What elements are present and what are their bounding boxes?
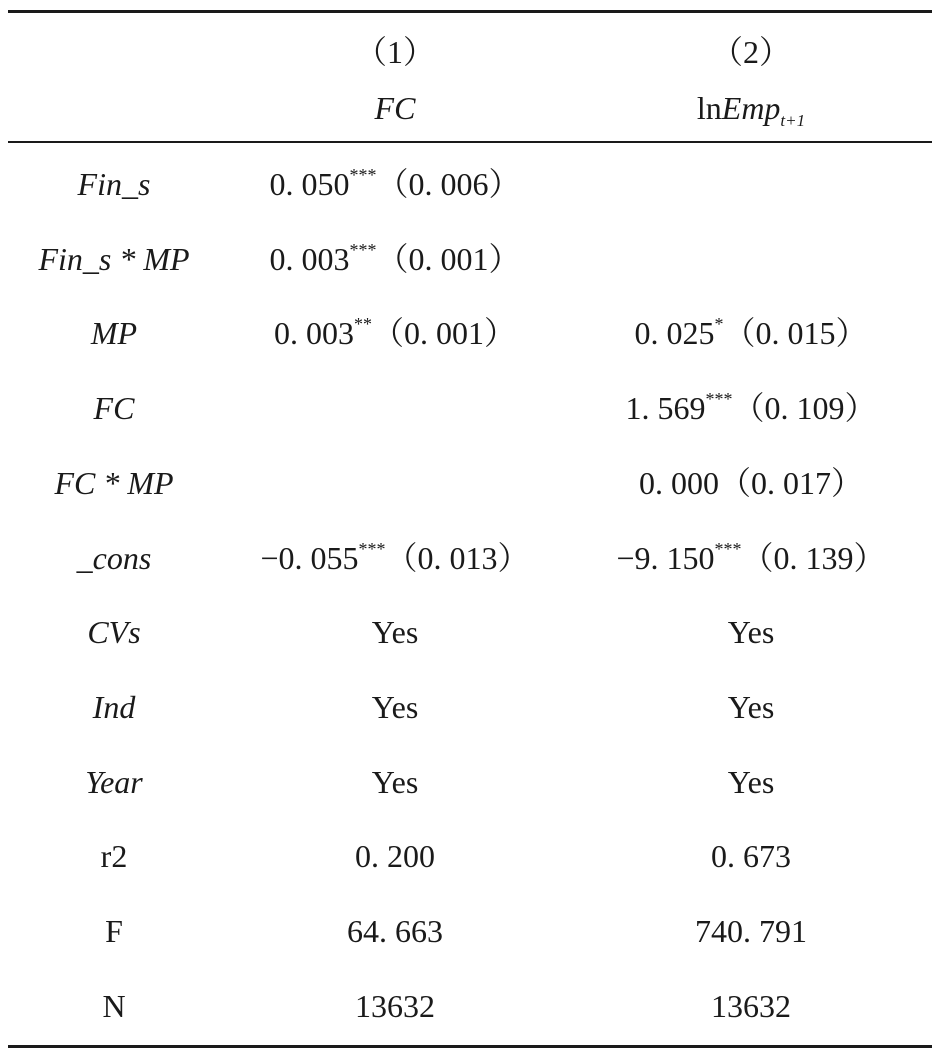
coefficient: Yes: [727, 614, 775, 650]
standard-error: （0. 001）: [371, 315, 516, 351]
coefficient: 0. 200: [355, 838, 435, 874]
row-label: r2: [100, 838, 128, 874]
table-top-rule: [8, 10, 932, 13]
significance-stars: **: [353, 314, 372, 334]
coefficient: 0. 003: [273, 315, 354, 351]
col2-var-prefix: ln: [696, 90, 722, 126]
row-label: CVs: [87, 614, 141, 650]
significance-stars: ***: [349, 240, 377, 260]
col1-value-cell: [220, 911, 570, 951]
significance-stars: *: [714, 314, 724, 334]
row-label: Year: [85, 764, 143, 800]
coefficient: 13632: [355, 988, 435, 1024]
col1-value-cell: [220, 313, 570, 353]
col2-value-cell: [570, 463, 932, 503]
coefficient: 0. 025: [634, 315, 715, 351]
row-label: FC: [93, 390, 135, 426]
coefficient: −0. 055: [260, 540, 359, 576]
col1-value-cell: [220, 538, 570, 578]
col2-value-cell: [570, 836, 932, 876]
standard-error: （0. 109）: [732, 390, 877, 426]
standard-error: （0. 017）: [718, 465, 863, 501]
row-label: _cons: [76, 540, 152, 576]
significance-stars: ***: [705, 389, 733, 409]
col2-value-cell: [570, 762, 932, 802]
row-label: F: [105, 913, 123, 949]
standard-error: （0. 013）: [385, 540, 530, 576]
standard-error: （0. 006）: [376, 166, 521, 202]
col2-value-cell: [570, 388, 932, 428]
coefficient: Yes: [371, 614, 419, 650]
coefficient: 740. 791: [695, 913, 807, 949]
coefficient: Yes: [371, 689, 419, 725]
col2-variable-header: [570, 88, 932, 128]
col1-value-cell: [220, 762, 570, 802]
col1-value-cell: [220, 164, 570, 204]
significance-stars: ***: [714, 539, 742, 559]
col1-value-cell: [220, 836, 570, 876]
row-label: Ind: [92, 689, 136, 725]
row-label: Fin_s: [77, 166, 151, 202]
col2-value-cell: [570, 911, 932, 951]
coefficient: −9. 150: [616, 540, 715, 576]
standard-error: （0. 015）: [723, 315, 868, 351]
significance-stars: ***: [358, 539, 386, 559]
row-label: Fin_s * MP: [38, 241, 190, 277]
col2-value-cell: [570, 538, 932, 578]
standard-error: （0. 139）: [741, 540, 886, 576]
coefficient: Yes: [371, 764, 419, 800]
standard-error: （0. 001）: [376, 241, 521, 277]
col1-value-cell: [220, 612, 570, 652]
coefficient: 0. 003: [269, 241, 350, 277]
col2-value-cell: [570, 687, 932, 727]
coefficient: 0. 673: [711, 838, 791, 874]
col1-variable-header: FC: [374, 90, 416, 126]
coefficient: Yes: [727, 689, 775, 725]
coefficient: 64. 663: [347, 913, 443, 949]
col2-number-header: （2）: [710, 34, 791, 70]
coefficient: Yes: [727, 764, 775, 800]
col2-value-cell: [570, 612, 932, 652]
col2-value-cell: [570, 313, 932, 353]
col1-value-cell: [220, 986, 570, 1026]
coefficient: 0. 050: [269, 166, 350, 202]
col2-value-cell: [570, 986, 932, 1026]
row-label: FC * MP: [54, 465, 174, 501]
col2-var-subscript: t+1: [780, 111, 806, 130]
col2-var-main: Emp: [721, 90, 781, 126]
col1-number-header: （1）: [354, 34, 435, 70]
significance-stars: ***: [349, 165, 377, 185]
coefficient: 0. 000: [638, 465, 719, 501]
table-bottom-rule: [8, 1045, 932, 1048]
coefficient: 1. 569: [625, 390, 706, 426]
table-header-rule: [8, 141, 932, 143]
col1-value-cell: [220, 687, 570, 727]
coefficient: 13632: [711, 988, 791, 1024]
col1-value-cell: [220, 239, 570, 279]
row-label: N: [102, 988, 126, 1024]
row-label: MP: [90, 315, 138, 351]
